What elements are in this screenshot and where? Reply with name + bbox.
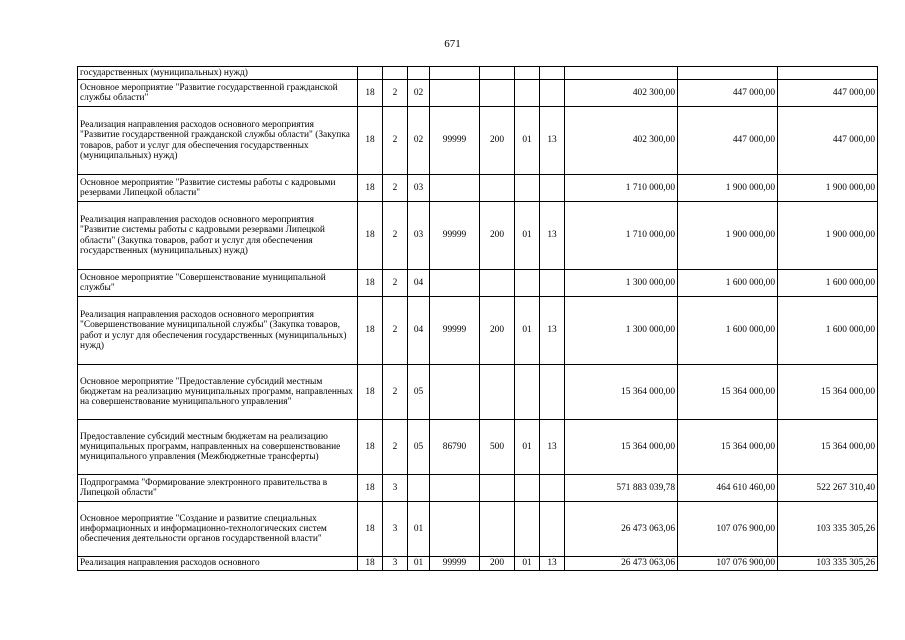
cell-expense-type (480, 475, 515, 502)
cell-subsection (540, 67, 565, 80)
cell-section (515, 502, 540, 557)
cell-amount-year-2: 1 900 000,00 (678, 175, 778, 202)
cell-subprogram-code: 2 (383, 107, 408, 175)
cell-amount-year-3: 1 600 000,00 (778, 297, 878, 365)
cell-program-code: 18 (358, 175, 383, 202)
cell-subsection (540, 80, 565, 107)
cell-direction-code: 99999 (430, 557, 480, 571)
cell-direction-code (430, 502, 480, 557)
cell-section (515, 80, 540, 107)
cell-amount-year-1: 402 300,00 (565, 107, 678, 175)
cell-section (515, 365, 540, 420)
cell-amount-year-2: 15 364 000,00 (678, 420, 778, 475)
cell-program-code: 18 (358, 365, 383, 420)
cell-amount-year-3: 447 000,00 (778, 80, 878, 107)
cell-description: государственных (муниципальных) нужд) (78, 67, 358, 80)
cell-subsection (540, 270, 565, 297)
cell-subsection (540, 365, 565, 420)
cell-amount-year-2: 464 610 460,00 (678, 475, 778, 502)
table-row (78, 365, 878, 420)
cell-measure-code: 03 (408, 202, 430, 270)
page-number: 671 (444, 38, 461, 50)
cell-amount-year-2 (678, 67, 778, 80)
cell-description: Подпрограмма "Формирование электронного правительства в Липецкой области" (78, 475, 358, 502)
cell-amount-year-3: 15 364 000,00 (778, 365, 878, 420)
cell-section (515, 270, 540, 297)
cell-expense-type (480, 365, 515, 420)
cell-subsection (540, 502, 565, 557)
cell-amount-year-3: 1 900 000,00 (778, 202, 878, 270)
cell-expense-type (480, 80, 515, 107)
cell-amount-year-3: 15 364 000,00 (778, 420, 878, 475)
cell-amount-year-1: 402 300,00 (565, 80, 678, 107)
table-row (78, 557, 878, 571)
cell-description: Реализация направления расходов основного мероприятия "Совершенствование муниципальной службы" (Закупка товаров, работ и услуг для обеспечения государственных (муниципальных) нужд) (78, 297, 358, 365)
cell-program-code: 18 (358, 270, 383, 297)
cell-subsection: 13 (540, 297, 565, 365)
cell-measure-code: 05 (408, 420, 430, 475)
cell-amount-year-2: 447 000,00 (678, 107, 778, 175)
cell-section: 01 (515, 107, 540, 175)
cell-section: 01 (515, 202, 540, 270)
cell-expense-type: 200 (480, 557, 515, 571)
cell-amount-year-1: 1 710 000,00 (565, 202, 678, 270)
table-row (78, 420, 878, 475)
cell-direction-code (430, 80, 480, 107)
cell-subprogram-code: 2 (383, 270, 408, 297)
cell-section (515, 67, 540, 80)
cell-amount-year-3: 103 335 305,26 (778, 502, 878, 557)
cell-direction-code (430, 475, 480, 502)
cell-subprogram-code: 3 (383, 475, 408, 502)
cell-measure-code: 01 (408, 557, 430, 571)
cell-measure-code: 04 (408, 270, 430, 297)
table-row (78, 502, 878, 557)
table-row (78, 202, 878, 270)
cell-amount-year-1 (565, 67, 678, 80)
cell-amount-year-3: 447 000,00 (778, 107, 878, 175)
cell-amount-year-2: 1 900 000,00 (678, 202, 778, 270)
cell-expense-type (480, 67, 515, 80)
cell-program-code: 18 (358, 80, 383, 107)
cell-measure-code: 03 (408, 175, 430, 202)
cell-subprogram-code: 2 (383, 80, 408, 107)
cell-expense-type: 200 (480, 297, 515, 365)
cell-program-code: 18 (358, 107, 383, 175)
cell-amount-year-2: 1 600 000,00 (678, 270, 778, 297)
cell-program-code: 18 (358, 557, 383, 571)
cell-subsection: 13 (540, 202, 565, 270)
cell-measure-code: 02 (408, 80, 430, 107)
cell-measure-code (408, 67, 430, 80)
cell-subsection (540, 175, 565, 202)
cell-direction-code: 99999 (430, 297, 480, 365)
cell-amount-year-2: 447 000,00 (678, 80, 778, 107)
cell-measure-code (408, 475, 430, 502)
cell-subprogram-code (383, 67, 408, 80)
cell-measure-code: 02 (408, 107, 430, 175)
cell-amount-year-3: 103 335 305,26 (778, 557, 878, 571)
cell-description: Реализация направления расходов основного мероприятия "Развитие государственной гражданской службы области" (Закупка товаров, работ и услуг для обеспечения государственных (муниципальных) нужд) (78, 107, 358, 175)
cell-program-code: 18 (358, 475, 383, 502)
cell-section (515, 475, 540, 502)
cell-subprogram-code: 3 (383, 557, 408, 571)
table-row (78, 67, 878, 80)
budget-table (77, 66, 878, 571)
table-row (78, 297, 878, 365)
cell-direction-code: 99999 (430, 107, 480, 175)
table-row (78, 175, 878, 202)
cell-amount-year-1: 26 473 063,06 (565, 502, 678, 557)
cell-program-code: 18 (358, 420, 383, 475)
cell-amount-year-3: 1 900 000,00 (778, 175, 878, 202)
cell-subsection: 13 (540, 420, 565, 475)
cell-description: Основное мероприятие "Предоставление субсидий местным бюджетам на реализацию муниципальных программ, направленных на совершенствование муниципального управления" (78, 365, 358, 420)
cell-description: Основное мероприятие "Развитие системы работы с кадровыми резервами Липецкой области" (78, 175, 358, 202)
cell-amount-year-2: 107 076 900,00 (678, 502, 778, 557)
cell-expense-type (480, 270, 515, 297)
cell-program-code: 18 (358, 202, 383, 270)
cell-section (515, 175, 540, 202)
cell-direction-code: 86790 (430, 420, 480, 475)
cell-expense-type (480, 502, 515, 557)
cell-expense-type (480, 175, 515, 202)
cell-amount-year-2: 15 364 000,00 (678, 365, 778, 420)
cell-direction-code (430, 175, 480, 202)
cell-program-code (358, 67, 383, 80)
cell-program-code: 18 (358, 502, 383, 557)
cell-direction-code (430, 365, 480, 420)
cell-amount-year-2: 107 076 900,00 (678, 557, 778, 571)
cell-direction-code: 99999 (430, 202, 480, 270)
table-row (78, 107, 878, 175)
cell-amount-year-3: 1 600 000,00 (778, 270, 878, 297)
cell-amount-year-2: 1 600 000,00 (678, 297, 778, 365)
cell-measure-code: 05 (408, 365, 430, 420)
cell-section: 01 (515, 420, 540, 475)
cell-section: 01 (515, 557, 540, 571)
table-row (78, 475, 878, 502)
cell-subsection: 13 (540, 107, 565, 175)
cell-subprogram-code: 2 (383, 297, 408, 365)
cell-description: Основное мероприятие "Развитие государственной гражданской службы области" (78, 80, 358, 107)
cell-section: 01 (515, 297, 540, 365)
cell-subsection (540, 475, 565, 502)
cell-description: Реализация направления расходов основного мероприятия "Развитие системы работы с кадровыми резервами Липецкой области" (Закупка товаров, работ и услуг для обеспечения государственных (муниципальных) нужд) (78, 202, 358, 270)
cell-program-code: 18 (358, 297, 383, 365)
cell-amount-year-1: 1 300 000,00 (565, 297, 678, 365)
cell-amount-year-1: 1 710 000,00 (565, 175, 678, 202)
cell-description: Предоставление субсидий местным бюджетам на реализацию муниципальных программ, направленных на совершенствование муниципального управления (Межбюджетные трансферты) (78, 420, 358, 475)
cell-amount-year-3 (778, 67, 878, 80)
table-row (78, 80, 878, 107)
cell-subprogram-code: 2 (383, 202, 408, 270)
cell-amount-year-1: 26 473 063,06 (565, 557, 678, 571)
budget-table-body (78, 67, 878, 571)
cell-measure-code: 04 (408, 297, 430, 365)
cell-expense-type: 200 (480, 202, 515, 270)
cell-subsection: 13 (540, 557, 565, 571)
table-row (78, 270, 878, 297)
cell-subprogram-code: 2 (383, 175, 408, 202)
cell-description: Реализация направления расходов основного (78, 557, 358, 571)
cell-amount-year-1: 15 364 000,00 (565, 365, 678, 420)
cell-expense-type: 200 (480, 107, 515, 175)
cell-description: Основное мероприятие "Совершенствование муниципальной службы" (78, 270, 358, 297)
cell-amount-year-1: 571 883 039,78 (565, 475, 678, 502)
cell-subprogram-code: 3 (383, 502, 408, 557)
cell-amount-year-1: 15 364 000,00 (565, 420, 678, 475)
cell-expense-type: 500 (480, 420, 515, 475)
cell-direction-code (430, 67, 480, 80)
cell-subprogram-code: 2 (383, 420, 408, 475)
cell-measure-code: 01 (408, 502, 430, 557)
cell-description: Основное мероприятие "Создание и развитие специальных информационных и информационно-технологических систем обеспечения деятельности органов государственной власти" (78, 502, 358, 557)
cell-amount-year-3: 522 267 310,40 (778, 475, 878, 502)
cell-subprogram-code: 2 (383, 365, 408, 420)
cell-direction-code (430, 270, 480, 297)
cell-amount-year-1: 1 300 000,00 (565, 270, 678, 297)
